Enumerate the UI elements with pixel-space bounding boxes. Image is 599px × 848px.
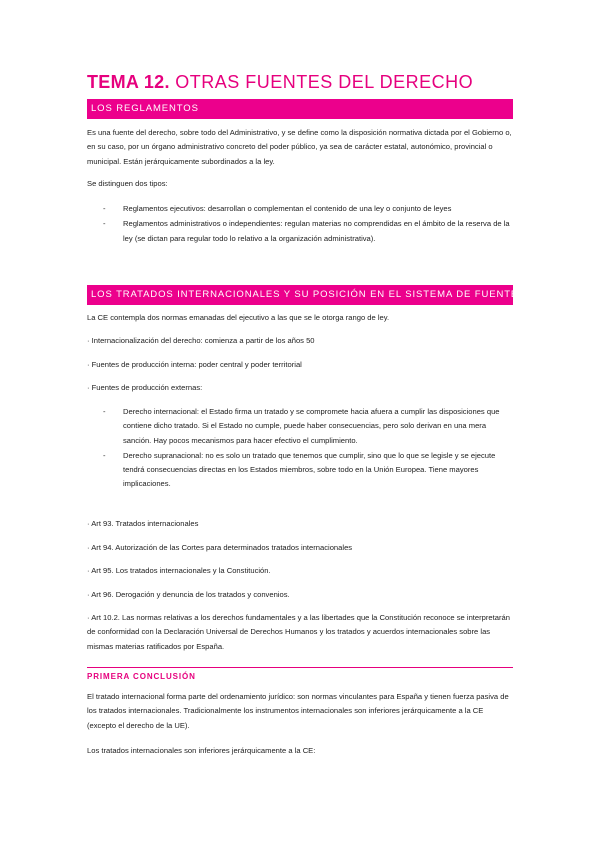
list-item: - Derecho supranacional: no es solo un tratado que tenemos que cumplir, sino que lo que se legisle y se ejecute tendrá consecuencias directas en los Estados miembros, sobre todo en la Unión Europea. Tiene mayores implicaciones. [103, 450, 496, 489]
list-item: - Reglamentos administrativos o independientes: regulan materias no comprendidas en el ámbito de la reserva de la ley (se dictan para regular todo lo relativo a la organización administrativa). [103, 219, 510, 243]
conclusion-p1: El tratado internacional forma parte del ordenamiento jurídico: son normas vinculantes para España y tienen fuerza pasiva de los tratados internacionales. Tradicionalmente los instrumentos internacionales son inferiores jerárquicamente a la CE (excepto el derecho de la UE). [87, 692, 509, 730]
page-title [87, 72, 473, 93]
tratados-p4: · Fuentes de producción externas: [87, 383, 203, 392]
conclusion-divider [87, 667, 513, 668]
art-96: · Art 96. Derogación y denuncia de los tratados y convenios. [87, 590, 290, 599]
art-93: · Art 93. Tratados internacionales [87, 519, 199, 528]
list-item: - Derecho internacional: el Estado firma un tratado y se compromete hacia afuera a cumplir las disposiciones que contiene dicho tratado. Si el Estado no cumple, puede haber consecuencias, pero solo derivan en una mera sanción. Hay pocos mecanismos para hacer efectivo el cumplimiento. [103, 407, 500, 445]
tratados-p1: La CE contempla dos normas emanadas del ejecutivo a las que se le otorga rango de ley. [87, 313, 390, 322]
tratados-p2: · Internacionalización del derecho: comienza a partir de los años 50 [87, 336, 315, 345]
external-sources-list [103, 405, 513, 493]
title-text: OTRAS FUENTES DEL DERECHO [169, 72, 474, 92]
types-intro: Se distinguen dos tipos: [87, 179, 168, 188]
list-item: - Reglamentos ejecutivos: desarrollan o complementan el contenido de una ley o conjunto de leyes [103, 204, 452, 213]
reglamentos-intro: Es una fuente del derecho, sobre todo del Administrativo, y se define como la disposición normativa dictada por el Gobierno o, en su caso, por un órgano administrativo concreto del poder público, ya sea de carácter estatal, autonómico, provincial o municipal. Están jerárquicamente subordinados a la ley. [87, 128, 512, 166]
tratados-p3: · Fuentes de producción interna: poder central y poder territorial [87, 360, 302, 369]
art-95: · Art 95. Los tratados internacionales y la Constitución. [87, 566, 271, 575]
title-number: TEMA 12. [87, 72, 170, 92]
reglamentos-types-list [103, 202, 513, 247]
art-10-2: · Art 10.2. Las normas relativas a los derechos fundamentales y a las libertades que la Constitución reconoce se interpretarán de conformidad con la Declaración Universal de Derechos Humanos y los tratados y acuerdos internacionales sobre las mismas materias ratificados por España. [87, 613, 510, 651]
section-heading-reglamentos: LOS REGLAMENTOS [87, 99, 513, 119]
conclusion-p2: Los tratados internacionales son inferiores jerárquicamente a la CE: [87, 746, 316, 755]
section-heading-tratados: LOS TRATADOS INTERNACIONALES Y SU POSICIÓN EN EL SISTEMA DE FUENTES [87, 285, 513, 305]
section-heading-conclusion: PRIMERA CONCLUSIÓN [87, 672, 196, 681]
art-94: · Art 94. Autorización de las Cortes para determinados tratados internacionales [87, 543, 353, 552]
